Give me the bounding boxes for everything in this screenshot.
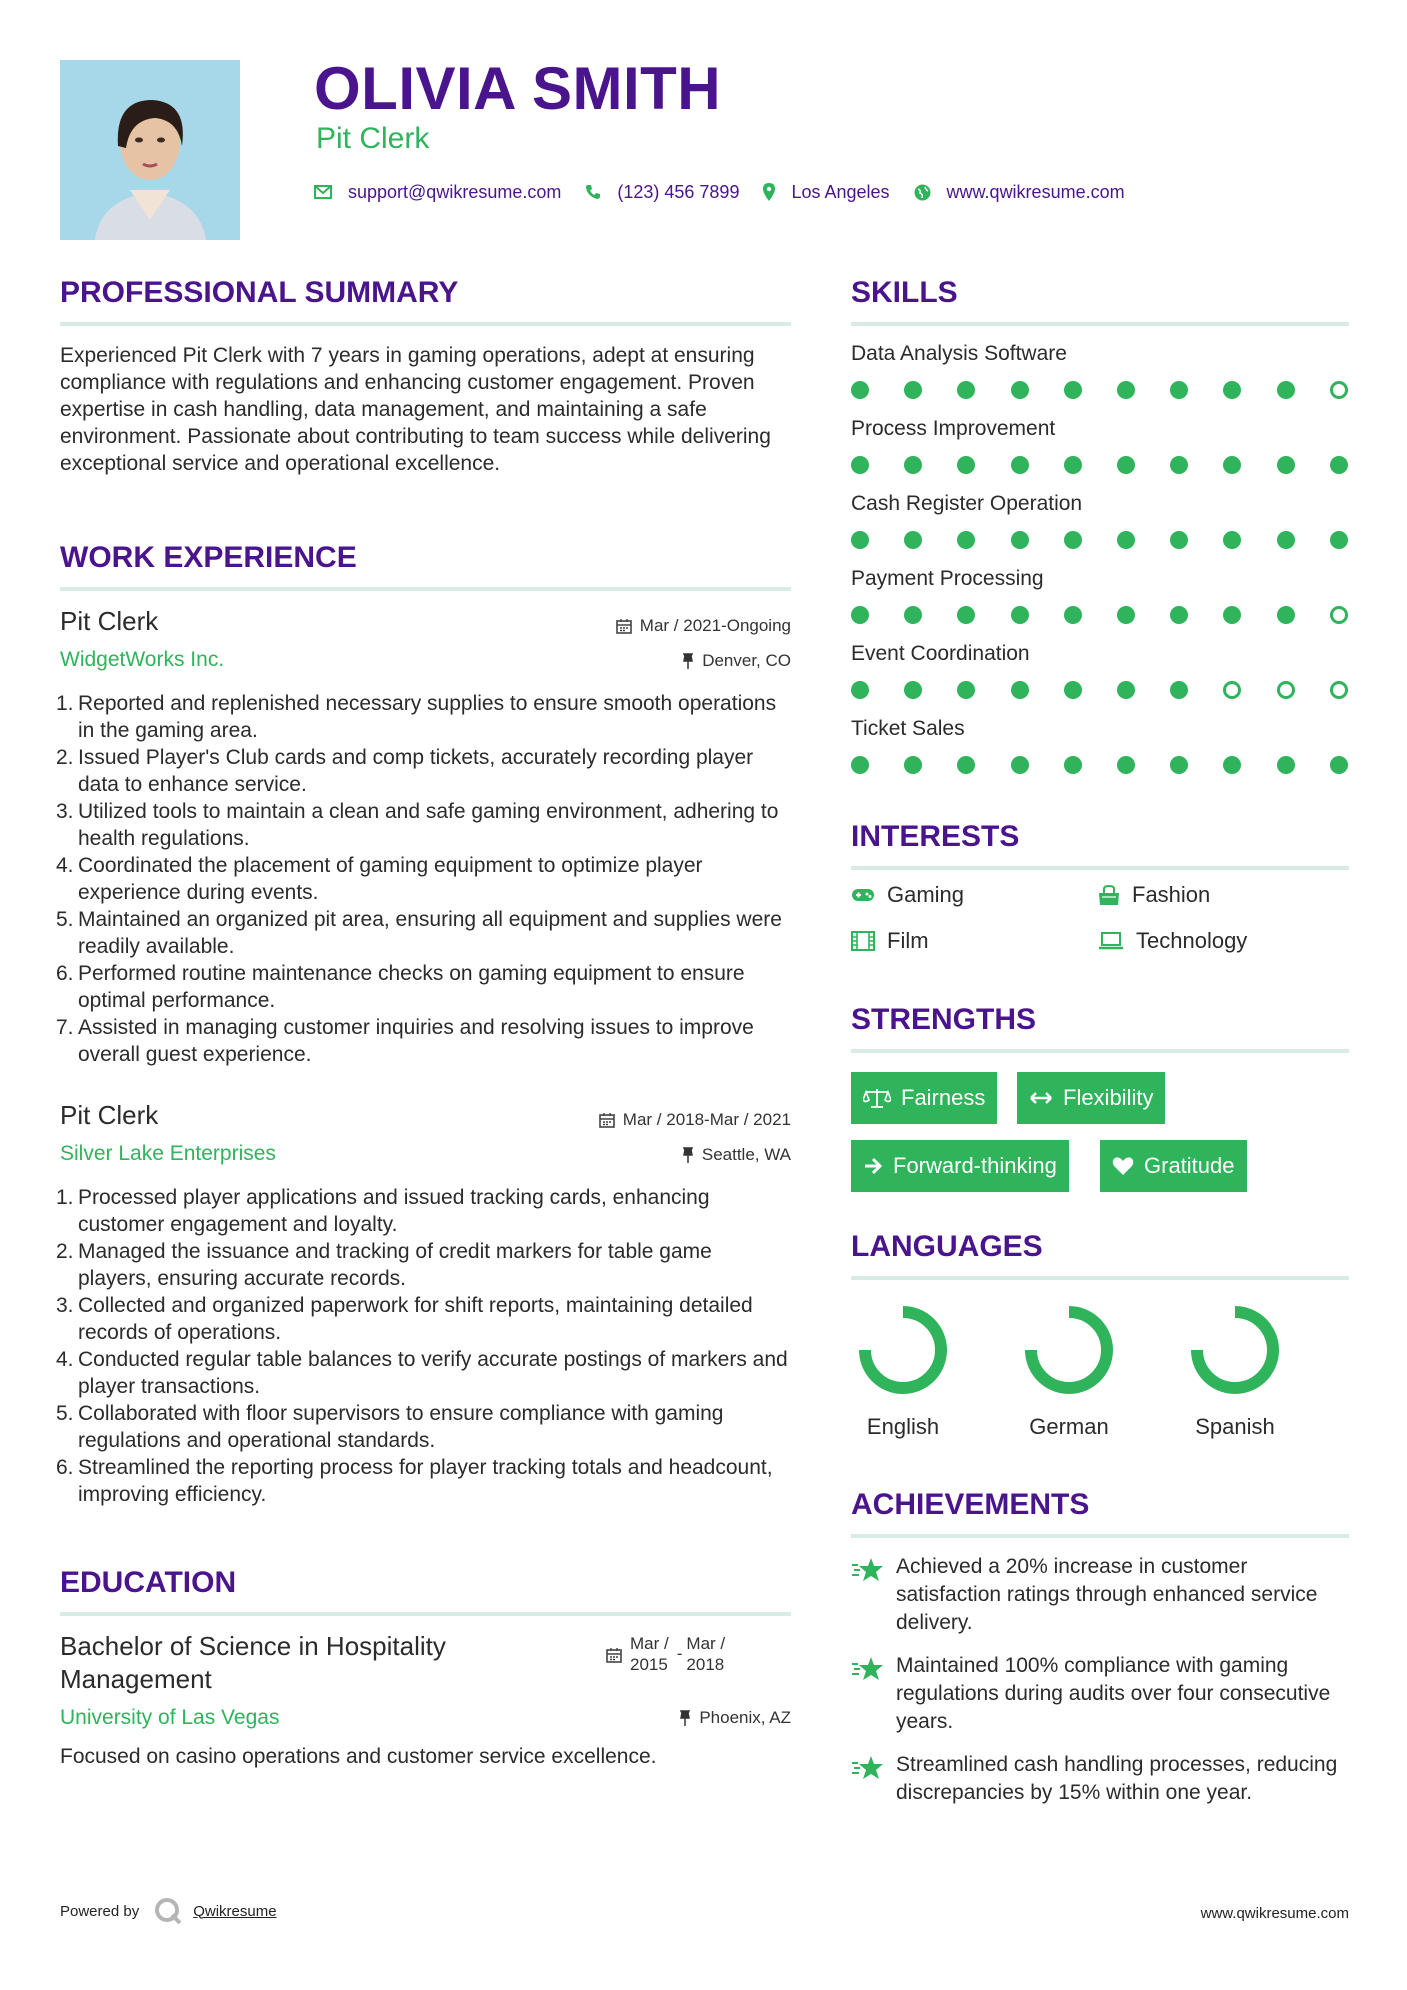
section-divider	[60, 587, 791, 591]
skill-rating	[851, 604, 1349, 626]
skill-rating	[851, 754, 1349, 776]
skill-dot-filled	[1064, 681, 1082, 699]
school-name: University of Las Vegas	[60, 1706, 280, 1729]
skill-name: Data Analysis Software	[851, 342, 1067, 365]
degree-title: Bachelor of Science in Hospitality Management	[60, 1631, 446, 1694]
interest-item	[1098, 882, 1210, 908]
section-divider	[60, 1612, 791, 1616]
section-divider	[851, 1276, 1349, 1280]
heart-icon	[1112, 1156, 1134, 1176]
job-duties-list	[56, 1184, 791, 1508]
location-text: Los Angeles	[791, 181, 890, 202]
skill-dot-filled	[1011, 606, 1029, 624]
languages-section	[851, 1230, 1349, 1280]
candidate-name: OLIVIA SMITH	[314, 55, 722, 122]
list-item: 3. Utilized tools to maintain a clean and safe gaming environment, adhering to health regulations.	[56, 800, 779, 850]
phone-text: (123) 456 7899	[617, 181, 740, 202]
skill-dot-empty	[1330, 681, 1348, 699]
language-arc	[1031, 1312, 1107, 1388]
achievement-text: Achieved a 20% increase in customer satisfaction ratings through enhanced service delivery.	[896, 1555, 1318, 1634]
pushpin-icon	[679, 1710, 691, 1726]
skill-dot-filled	[1277, 381, 1295, 399]
skill-dot-filled	[1117, 381, 1135, 399]
skill-dot-filled	[957, 756, 975, 774]
skill-dot-filled	[1011, 681, 1029, 699]
skill-dot-filled	[1223, 381, 1241, 399]
candidate-title: Pit Clerk	[316, 122, 430, 155]
balance-scale-icon	[863, 1087, 891, 1109]
experience-heading: WORK EXPERIENCE	[60, 541, 357, 574]
job-company: WidgetWorks Inc.	[60, 648, 225, 671]
skill-dot-filled	[1170, 681, 1188, 699]
email-text: support@qwikresume.com	[348, 181, 562, 202]
skill-dot-filled	[1170, 456, 1188, 474]
list-item: 3. Collected and organized paperwork for shift reports, maintaining detailed records of operations.	[56, 1294, 753, 1344]
gamepad-icon	[851, 887, 875, 903]
achievement-text: Maintained 100% compliance with gaming regulations during audits over four consecutive years.	[896, 1654, 1331, 1733]
skill-dot-filled	[851, 681, 869, 699]
laptop-icon	[1098, 932, 1124, 950]
skill-dot-filled	[1064, 756, 1082, 774]
list-item: 5. Maintained an organized pit area, ensuring all equipment and supplies were readily available.	[56, 908, 782, 958]
language-name: English	[866, 1414, 940, 1439]
strength-label: Flexibility	[1063, 1085, 1154, 1110]
list-item: 6. Performed routine maintenance checks on gaming equipment to ensure optimal performance.	[56, 962, 745, 1012]
skill-dot-filled	[851, 756, 869, 774]
strength-tag	[851, 1140, 1069, 1192]
contact-bar	[314, 178, 1149, 206]
contact-phone[interactable]	[585, 182, 739, 203]
achievements-heading: ACHIEVEMENTS	[851, 1488, 1090, 1521]
skill-dot-filled	[851, 531, 869, 549]
edu-end-month: Mar /	[686, 1634, 726, 1653]
skill-dot-filled	[1117, 756, 1135, 774]
job-date	[599, 1110, 791, 1130]
edu-start-month: Mar /	[630, 1634, 669, 1653]
edu-end-year: 2018	[686, 1655, 725, 1674]
contact-location	[763, 182, 889, 203]
interest-label: Gaming	[887, 882, 965, 907]
star-icon	[851, 1656, 885, 1682]
education-date	[606, 1633, 725, 1675]
skill-dot-filled	[957, 381, 975, 399]
job-title: Pit Clerk	[60, 606, 159, 636]
pushpin-icon	[682, 653, 694, 669]
skill-dot-filled	[1330, 756, 1348, 774]
job-location	[682, 651, 791, 671]
skill-dot-filled	[957, 456, 975, 474]
skill-dot-filled	[851, 381, 869, 399]
qwikresume-logo-icon	[153, 1896, 183, 1926]
skill-dot-empty	[1330, 606, 1348, 624]
list-item: 1. Processed player applications and issued tracking cards, enhancing customer engagement and loyalty.	[56, 1186, 710, 1236]
strength-label: Forward-thinking	[893, 1153, 1057, 1178]
skill-dot-filled	[904, 756, 922, 774]
skill-dot-filled	[1170, 381, 1188, 399]
section-divider	[60, 322, 791, 326]
job-company: Silver Lake Enterprises	[60, 1142, 276, 1165]
contact-website[interactable]	[914, 182, 1125, 203]
list-item: 2. Issued Player's Club cards and comp tickets, accurately recording player data to enhance service.	[56, 746, 754, 796]
interest-label: Technology	[1136, 928, 1248, 953]
footer-website[interactable]: www.qwikresume.com	[1200, 1905, 1349, 1922]
skill-dot-filled	[1011, 381, 1029, 399]
language-gauge	[1185, 1300, 1285, 1400]
pushpin-icon	[682, 1147, 694, 1163]
skill-name: Ticket Sales	[851, 717, 965, 740]
language-gauge	[853, 1300, 953, 1400]
skill-dot-filled	[1117, 456, 1135, 474]
skill-dot-filled	[1277, 606, 1295, 624]
interest-label: Fashion	[1132, 882, 1211, 907]
profile-photo	[60, 60, 240, 240]
education-location-text: Phoenix, AZ	[699, 1708, 791, 1727]
skill-dot-filled	[851, 606, 869, 624]
job-location-text: Seattle, WA	[701, 1145, 791, 1164]
interest-item	[1098, 928, 1247, 954]
list-item: 7. Assisted in managing customer inquiries and resolving issues to improve overall guest experience.	[56, 1016, 754, 1066]
star-icon	[851, 1755, 885, 1781]
language-name: Spanish	[1195, 1414, 1275, 1439]
skill-rating	[851, 529, 1349, 551]
skill-dot-filled	[1011, 531, 1029, 549]
skill-name: Event Coordination	[851, 642, 1030, 665]
website-text: www.qwikresume.com	[946, 181, 1125, 202]
skill-dot-filled	[1064, 531, 1082, 549]
education-description: Focused on casino operations and customer service excellence.	[60, 1745, 657, 1768]
summary-heading: PROFESSIONAL SUMMARY	[60, 276, 459, 309]
interest-item	[851, 882, 964, 908]
calendar-icon	[616, 618, 632, 634]
shopping-bag-icon	[1098, 885, 1120, 905]
skill-dot-filled	[1064, 606, 1082, 624]
list-item: 1. Reported and replenished necessary supplies to ensure smooth operations in the gaming area.	[56, 692, 777, 742]
skill-rating	[851, 379, 1349, 401]
summary-section	[60, 276, 791, 326]
interest-item	[851, 928, 929, 954]
interests-section	[851, 820, 1349, 870]
skill-dot-filled	[1277, 756, 1295, 774]
section-divider	[851, 322, 1349, 326]
skill-dot-filled	[1277, 531, 1295, 549]
skill-dot-filled	[904, 531, 922, 549]
list-item: 2. Managed the issuance and tracking of credit markers for table game players, ensuring accurate records.	[56, 1240, 712, 1290]
skills-section	[851, 276, 1349, 326]
job-date-text: Mar / 2021-Ongoing	[639, 616, 791, 635]
skill-dot-filled	[957, 606, 975, 624]
skill-dot-filled	[1223, 531, 1241, 549]
skill-dot-filled	[904, 381, 922, 399]
arrow-right-icon	[863, 1157, 883, 1175]
skill-dot-filled	[957, 681, 975, 699]
strength-label: Gratitude	[1144, 1153, 1235, 1178]
skill-dot-filled	[1117, 531, 1135, 549]
skill-dot-filled	[904, 606, 922, 624]
skill-dot-filled	[1223, 756, 1241, 774]
section-divider	[851, 866, 1349, 870]
edu-date-separator: -	[676, 1644, 683, 1663]
skill-dot-filled	[1277, 456, 1295, 474]
skill-dot-filled	[1170, 756, 1188, 774]
job-duties-list	[56, 690, 791, 1068]
phone-icon	[585, 184, 601, 200]
job-title: Pit Clerk	[60, 1100, 159, 1130]
skill-dot-filled	[1330, 531, 1348, 549]
job-date-text: Mar / 2018-Mar / 2021	[622, 1110, 791, 1129]
strength-tag	[851, 1072, 997, 1124]
achievement-text: Streamlined cash handling processes, reducing discrepancies by 15% within one year.	[896, 1753, 1338, 1804]
strength-tag	[1017, 1072, 1165, 1124]
skill-dot-filled	[1170, 606, 1188, 624]
skill-dot-empty	[1223, 681, 1241, 699]
skill-dot-filled	[904, 456, 922, 474]
achievements-section	[851, 1488, 1349, 1538]
strength-label: Fairness	[901, 1085, 986, 1110]
skill-dot-filled	[904, 681, 922, 699]
footer-branding	[60, 1896, 277, 1926]
interests-heading: INTERESTS	[851, 820, 1020, 853]
powered-by-text: Powered by	[60, 1902, 140, 1920]
calendar-icon	[606, 1647, 622, 1663]
section-divider	[851, 1534, 1349, 1538]
edu-start-year: 2015	[630, 1655, 668, 1674]
skill-rating	[851, 454, 1349, 476]
skill-dot-filled	[1064, 381, 1082, 399]
language-arc	[865, 1312, 941, 1388]
education-heading: EDUCATION	[60, 1566, 237, 1599]
star-icon	[851, 1557, 885, 1583]
list-item: 6. Streamlined the reporting process for player tracking totals and headcount, improving efficiency.	[56, 1456, 773, 1506]
skill-rating	[851, 679, 1349, 701]
brand-link[interactable]: Qwikresume	[193, 1902, 277, 1920]
calendar-icon	[599, 1112, 615, 1128]
skill-name: Payment Processing	[851, 567, 1044, 590]
film-icon	[851, 931, 875, 951]
language-gauge	[1019, 1300, 1119, 1400]
skill-dot-filled	[1064, 456, 1082, 474]
job-date	[616, 616, 791, 636]
skill-dot-filled	[1330, 456, 1348, 474]
skill-name: Process Improvement	[851, 417, 1056, 440]
map-marker-icon	[763, 183, 775, 201]
skill-dot-filled	[1011, 756, 1029, 774]
skill-dot-filled	[1117, 606, 1135, 624]
language-name: German	[1029, 1414, 1109, 1439]
education-location	[679, 1708, 791, 1728]
list-item: 4. Coordinated the placement of gaming equipment to optimize player experience during events.	[56, 854, 703, 904]
skills-heading: SKILLS	[851, 276, 958, 309]
skill-dot-filled	[957, 531, 975, 549]
job-location-text: Denver, CO	[702, 651, 791, 670]
list-item: 5. Collaborated with floor supervisors to ensure compliance with gaming regulations and operational standards.	[56, 1402, 724, 1452]
arrows-horizontal-icon	[1029, 1091, 1053, 1105]
skill-dot-filled	[851, 456, 869, 474]
interest-label: Film	[887, 928, 929, 953]
section-divider	[851, 1049, 1349, 1053]
contact-email[interactable]	[314, 182, 561, 203]
job-location	[682, 1145, 791, 1165]
languages-heading: LANGUAGES	[851, 1230, 1043, 1263]
skill-dot-filled	[1223, 606, 1241, 624]
language-arc	[1197, 1312, 1273, 1388]
strengths-heading: STRENGTHS	[851, 1003, 1037, 1036]
skill-dot-empty	[1277, 681, 1295, 699]
skill-name: Cash Register Operation	[851, 492, 1083, 515]
experience-section	[60, 541, 791, 591]
strength-tag	[1100, 1140, 1247, 1192]
strengths-section	[851, 1003, 1349, 1053]
summary-text: Experienced Pit Clerk with 7 years in gaming operations, adept at ensuring compliance with regulations and enhancing customer engagement. Proven expertise in cash handling, data management, and maintaining a safe environment. Passionate about contributing to team success while delivering exceptional service and operational excellence.	[60, 344, 771, 475]
skill-dot-empty	[1330, 381, 1348, 399]
skill-dot-filled	[1011, 456, 1029, 474]
list-item: 4. Conducted regular table balances to verify accurate postings of markers and player transactions.	[56, 1348, 788, 1398]
skill-dot-filled	[1117, 681, 1135, 699]
education-section	[60, 1566, 791, 1616]
skill-dot-filled	[1170, 531, 1188, 549]
globe-icon	[914, 184, 931, 201]
skill-dot-filled	[1223, 456, 1241, 474]
envelope-icon	[314, 185, 332, 199]
